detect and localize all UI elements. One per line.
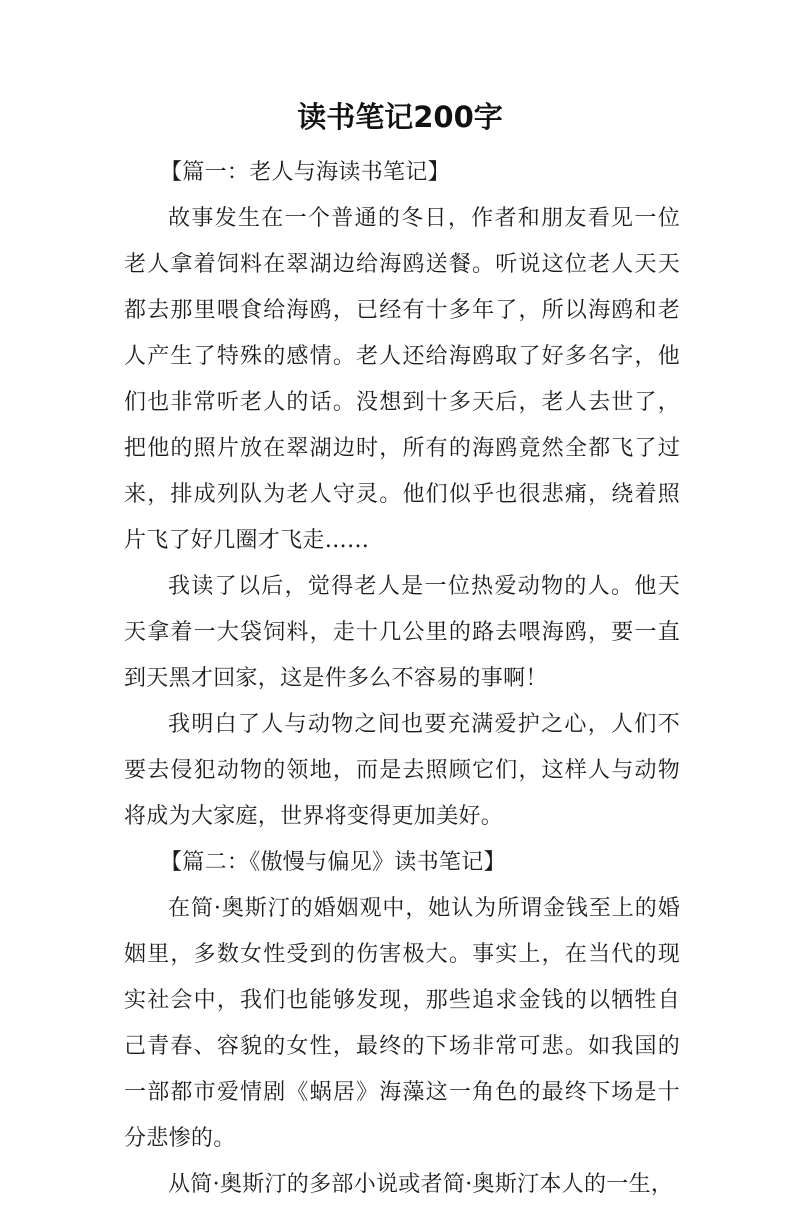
paragraph: 我读了以后，觉得老人是一位热爱动物的人。他天天拿着一大袋饲料，走十几公里的路去喂海鸥，要一直到天黑才回家，这是件多么不容易的事啊！ bbox=[124, 574, 680, 691]
section-heading: 【篇一：老人与海读书笔记】 bbox=[160, 160, 450, 185]
document-title: 读书笔记200字 bbox=[297, 100, 503, 134]
section-heading: 【篇二：《傲慢与偏见》读书笔记】 bbox=[160, 850, 506, 875]
paragraph: 我明白了人与动物之间也要充满爱护之心，人们不要去侵犯动物的领地，而是去照顾它们，这样人与动物将成为大家庭，世界将变得更加美好。 bbox=[124, 712, 680, 829]
paragraph: 故事发生在一个普通的冬日，作者和朋友看见一位老人拿着饲料在翠湖边给海鸥送餐。听说这位老人天天都去那里喂食给海鸥，已经有十多年了，所以海鸥和老人产生了特殊的感情。老人还给海鸥取了好多名字，他们也非常听老人的话。没想到十多天后，老人去世了，把他的照片放在翠湖边时，所有的海鸥竟然全都飞了过来，排成列队为老人守灵。他们似乎也很悲痛，绕着照片飞了好几圈才飞走…… bbox=[124, 206, 680, 553]
paragraph: 从简·奥斯汀的多部小说或者简·奥斯汀本人的一生， bbox=[168, 1172, 674, 1197]
paragraph: 在简·奥斯汀的婚姻观中，她认为所谓金钱至上的婚姻里，多数女性受到的伤害极大。事实上，在当代的现实社会中，我们也能够发现，那些追求金钱的以牺牲自己青春、容貌的女性，最终的下场非常可悲。如我国的一部都市爱情剧《蜗居》海藻这一角色的最终下场是十分悲惨的。 bbox=[124, 896, 680, 1151]
document-body bbox=[124, 150, 680, 1208]
